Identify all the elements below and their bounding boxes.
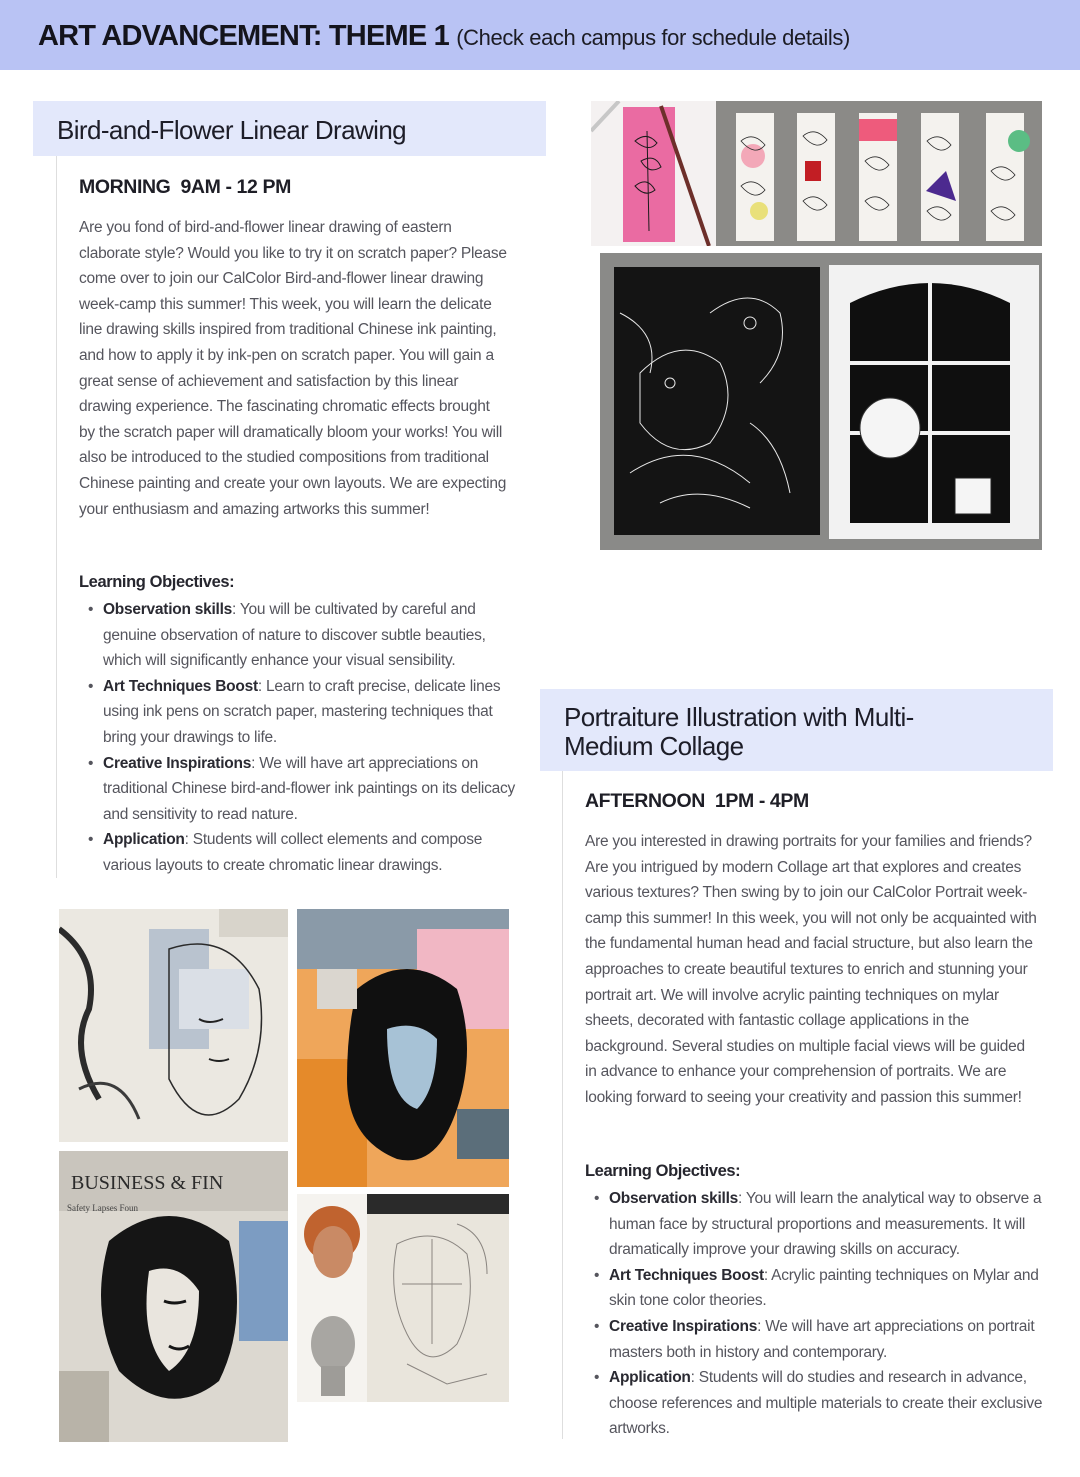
collage-illustration-2 — [297, 909, 509, 1187]
objective-text: : We will have art appreciations on portrait masters both in history and contemporary. — [609, 1317, 1035, 1361]
objective-term: Observation skills — [103, 601, 233, 618]
objective-term: Observation skills — [609, 1190, 739, 1207]
section1-objectives-list — [79, 597, 519, 879]
objective-text: : You will learn the analytical way to observe a human face by structural proportions and measurements. It will dramatically improve your drawing skills on accuracy. — [609, 1190, 1042, 1259]
collage-illustration-1 — [59, 909, 288, 1142]
list-item — [79, 751, 519, 828]
banner-subtitle: (Check each campus for schedule details) — [456, 25, 850, 50]
newspaper-subline: Safety Lapses Foun — [67, 1203, 138, 1213]
objective-term: Creative Inspirations — [103, 754, 252, 772]
section1-session — [79, 176, 291, 199]
portrait-collage-photo-2 — [297, 909, 509, 1187]
objective-text: : Students will collect elements and compose various layouts to create chromatic linear drawings. — [103, 831, 483, 874]
bookmarks-photo — [591, 101, 1042, 246]
sketch-illustration — [297, 1194, 509, 1402]
section1-description: Are you fond of bird-and-flower linear drawing of eastern claborate style? Would you like to try it on scratch paper? Please come over to join our CalColor Bird-and-flower linear drawing week-camp this summer! This week, you will learn the delicate line drawing skills inspired from traditional Chinese ink painting, and how to apply it by ink-pen on scratch paper. You will gain a great sense of achievement and satisfaction by this linear drawing experience. The fascinating chromatic effects brought by the scratch paper will dramatically bloom your works! You will also be introduced to the studied compositions from traditional Chinese painting and create your own layouts. We are expecting your enthusiasm and amazing artworks this summer! — [79, 219, 507, 518]
list-item — [585, 1186, 1047, 1263]
objective-term: Application — [609, 1369, 691, 1387]
objective-term: Application — [103, 831, 185, 849]
section1-header — [33, 101, 546, 156]
section1-session-label: MORNING — [79, 176, 171, 198]
portrait-collage-photo-1 — [59, 909, 288, 1142]
list-item — [585, 1263, 1047, 1314]
section2-description: Are you interested in drawing portraits for your families and friends? Are you intrigued by modern Collage art that explores and creates various textures? Then swing by to join our CalColor Portrait week-camp this summer! In this week, you will not only be acquainted with the fundamental human head and facial structure, but also learn the approaches to create beautiful textures to enrich and stunning your portrait art. We will involve acrylic painting techniques on mylar sheets, decorated with fantastic collage applications in the background. Several studies on multiple facial views will be guided in advance to enhance your comprehension of portraits. We are looking forward to seeing your creativity and passion this summer! — [585, 833, 1037, 1106]
list-item — [79, 597, 519, 674]
collage-illustration-3 — [59, 1151, 288, 1442]
portrait-sketch-photo — [297, 1194, 509, 1402]
objective-text: : We will have art appreciations on traditional Chinese bird-and-flower ink paintings on its delicacy and sensitivity to read nature. — [103, 754, 515, 823]
banner-title-text: ART ADVANCEMENT: THEME 1 — [38, 20, 449, 52]
objective-text: : Students will do studies and research in advance, choose references and multiple materials to create their exclusive artworks. — [609, 1369, 1043, 1438]
list-item — [585, 1365, 1047, 1442]
list-item — [79, 827, 519, 878]
scratch-art-illustration — [600, 253, 1042, 550]
section2-session-label: AFTERNOON — [585, 790, 705, 812]
bookmarks-illustration — [591, 101, 1042, 246]
scratch-art-photo — [600, 253, 1042, 550]
section2-header — [540, 689, 1053, 771]
objective-term: Art Techniques Boost — [103, 677, 258, 695]
objective-text: : You will be cultivated by careful and genuine observation of nature to discover subtle beauties, which will significantly enhance your visual sensibility. — [103, 601, 486, 670]
portrait-collage-photo-3 — [59, 1151, 288, 1442]
objective-term: Creative Inspirations — [609, 1317, 758, 1335]
section1-session-time: 9AM - 12 PM — [180, 176, 291, 198]
objective-term: Art Techniques Boost — [609, 1266, 764, 1284]
section2-title: Portraiture Illustration with Multi-Medium Collage — [564, 702, 914, 761]
section1-title: Bird-and-Flower Linear Drawing — [57, 115, 407, 145]
section2-session-time: 1PM - 4PM — [714, 790, 809, 812]
section2-divider — [562, 771, 563, 1439]
objective-text: : Learn to craft precise, delicate lines using ink pens on scratch paper, mastering techniques that bring your drawings to life. — [103, 677, 501, 746]
list-item — [79, 674, 519, 751]
section2-objectives-title: Learning Objectives: — [585, 1162, 741, 1180]
newspaper-headline: BUSINESS & FIN — [71, 1172, 224, 1194]
objective-text: : Acrylic painting techniques on Mylar and skin tone color theories. — [609, 1266, 1039, 1310]
section2-session — [585, 790, 809, 813]
section2-objectives-list — [585, 1186, 1047, 1442]
page-banner — [0, 0, 1080, 70]
section1-divider — [56, 156, 57, 878]
list-item — [585, 1314, 1047, 1365]
section1-objectives-title: Learning Objectives: — [79, 573, 235, 591]
page-title — [38, 20, 850, 53]
